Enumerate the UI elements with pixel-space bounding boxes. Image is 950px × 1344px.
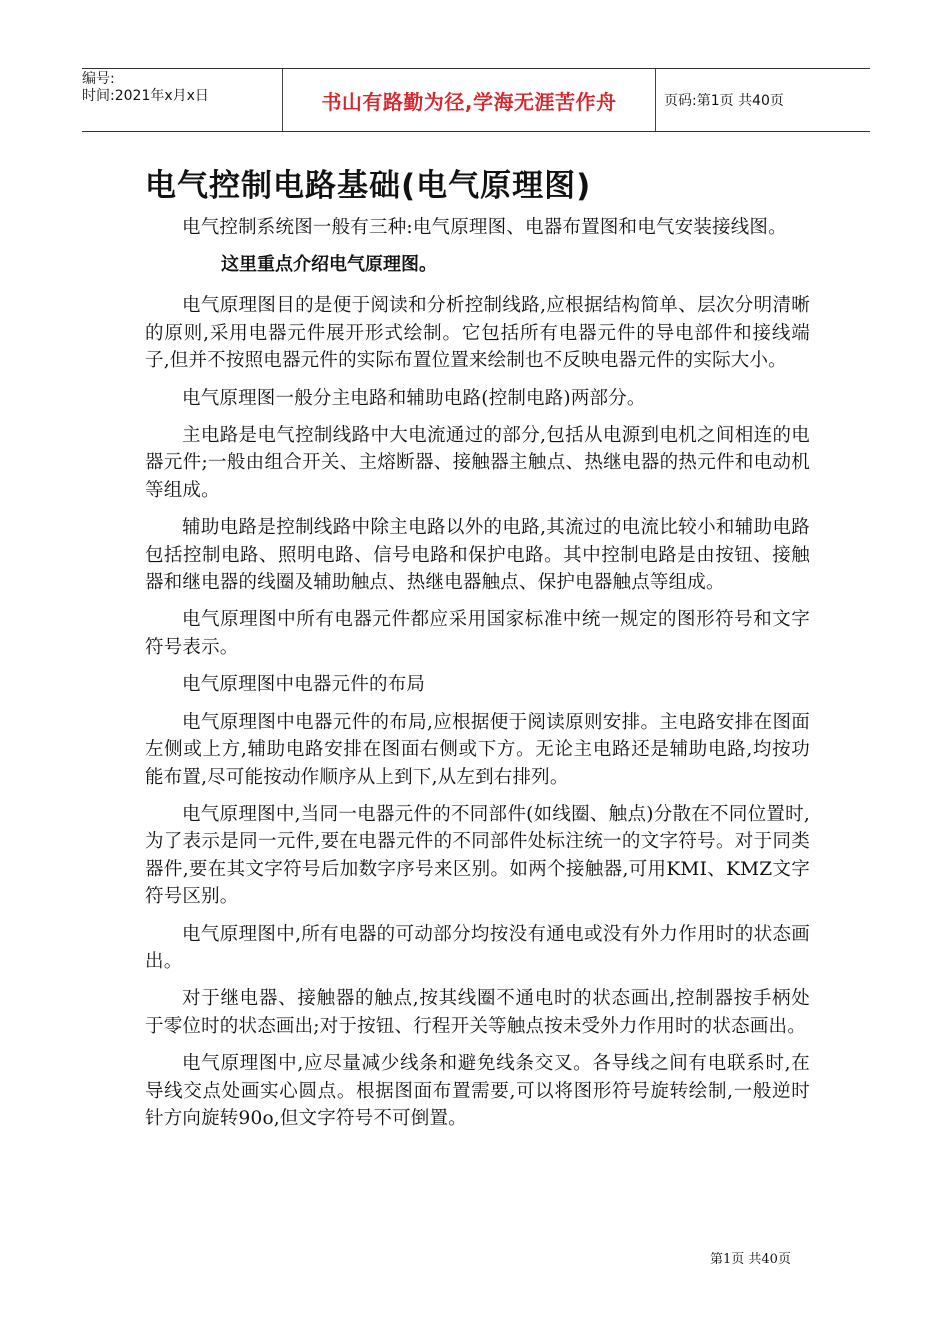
document-title: 电气控制电路基础(电气原理图) <box>145 168 592 204</box>
paragraph-labeling: 电气原理图中,当同一电器元件的不同部件(如线圈、触点)分散在不同位置时,为了表示是同一元件,要在电器元件的不同部件处标注统一的文字符号。对于同类器件,要在其文字符号后加数字序号来区别。如两个接触器,可用KMI、KMZ文字符号区别。 <box>145 803 810 908</box>
paragraph-aux-circuit: 辅助电路是控制线路中除主电路以外的电路,其流过的电流比较小和辅助电路包括控制电路、照明电路、信号电路和保护电路。其中控制电路是由按钮、接触器和继电器的线圈及辅助触点、热继电器触点、保护电器触点等组成。 <box>145 517 810 594</box>
paragraph-purpose: 电气原理图目的是便于阅读和分析控制线路,应根据结构简单、层次分明清晰的原则,采用电器元件展开形式绘制。它包括所有电器元件的导电部件和接线端子,但并不按照电器元件的实际布置位置来绘制也不反映电器元件的实际大小。 <box>145 295 810 372</box>
paragraph-intro: 电气控制系统图一般有三种:电气原理图、电器布置图和电气安装接线图。 <box>182 217 787 238</box>
paragraph-contacts: 对于继电器、接触器的触点,按其线圈不通电时的状态画出,控制器按手柄处于零位时的状态画出;对于按钮、行程开关等触点按未受外力作用时的状态画出。 <box>145 988 810 1037</box>
section-subheading: 这里重点介绍电气原理图。 <box>221 254 437 276</box>
paragraph-symbols: 电气原理图中所有电器元件都应采用国家标准中统一规定的图形符号和文字符号表示。 <box>145 609 810 658</box>
paragraph-layout: 电气原理图中电器元件的布局,应根据便于阅读原则安排。主电路安排在图面左侧或上方,辅助电路安排在图面右侧或下方。无论主电路还是辅助电路,均按功能布置,尽可能按动作顺序从上到下,从左到右排列。 <box>145 711 810 788</box>
document-body <box>145 214 810 1142</box>
paragraph-layout-heading: 电气原理图中电器元件的布局 <box>182 674 426 696</box>
paragraph-lines: 电气原理图中,应尽量减少线条和避免线条交叉。各导线之间有电联系时,在导线交点处画实心圆点。根据图面布置需要,可以将图形符号旋转绘制,一般逆时针方向旋转90o,但文字符号不可倒置。 <box>145 1053 810 1129</box>
header-motto: 书山有路勤为径,学海无涯苦作舟 <box>321 89 617 114</box>
header-meta <box>82 69 282 133</box>
doc-number-label: 编号: <box>82 71 115 87</box>
header-motto-cell <box>282 69 656 131</box>
header-page-info: 页码:第1页 共40页 <box>664 93 784 109</box>
paragraph-division: 电气原理图一般分主电路和辅助电路(控制电路)两部分。 <box>182 387 646 409</box>
page-footer: 第1页 共40页 <box>710 1252 791 1267</box>
paragraph-main-circuit: 主电路是电气控制线路中大电流通过的部分,包括从电源到电机之间相连的电器元件;一般由组合开关、主熔断器、接触器主触点、热继电器的热元件和电动机等组成。 <box>145 425 810 501</box>
doc-date-label: 时间:2021年x月x日 <box>82 88 209 104</box>
page-header <box>82 68 870 132</box>
paragraph-state: 电气原理图中,所有电器的可动部分均按没有通电或没有外力作用时的状态画出。 <box>145 923 810 972</box>
